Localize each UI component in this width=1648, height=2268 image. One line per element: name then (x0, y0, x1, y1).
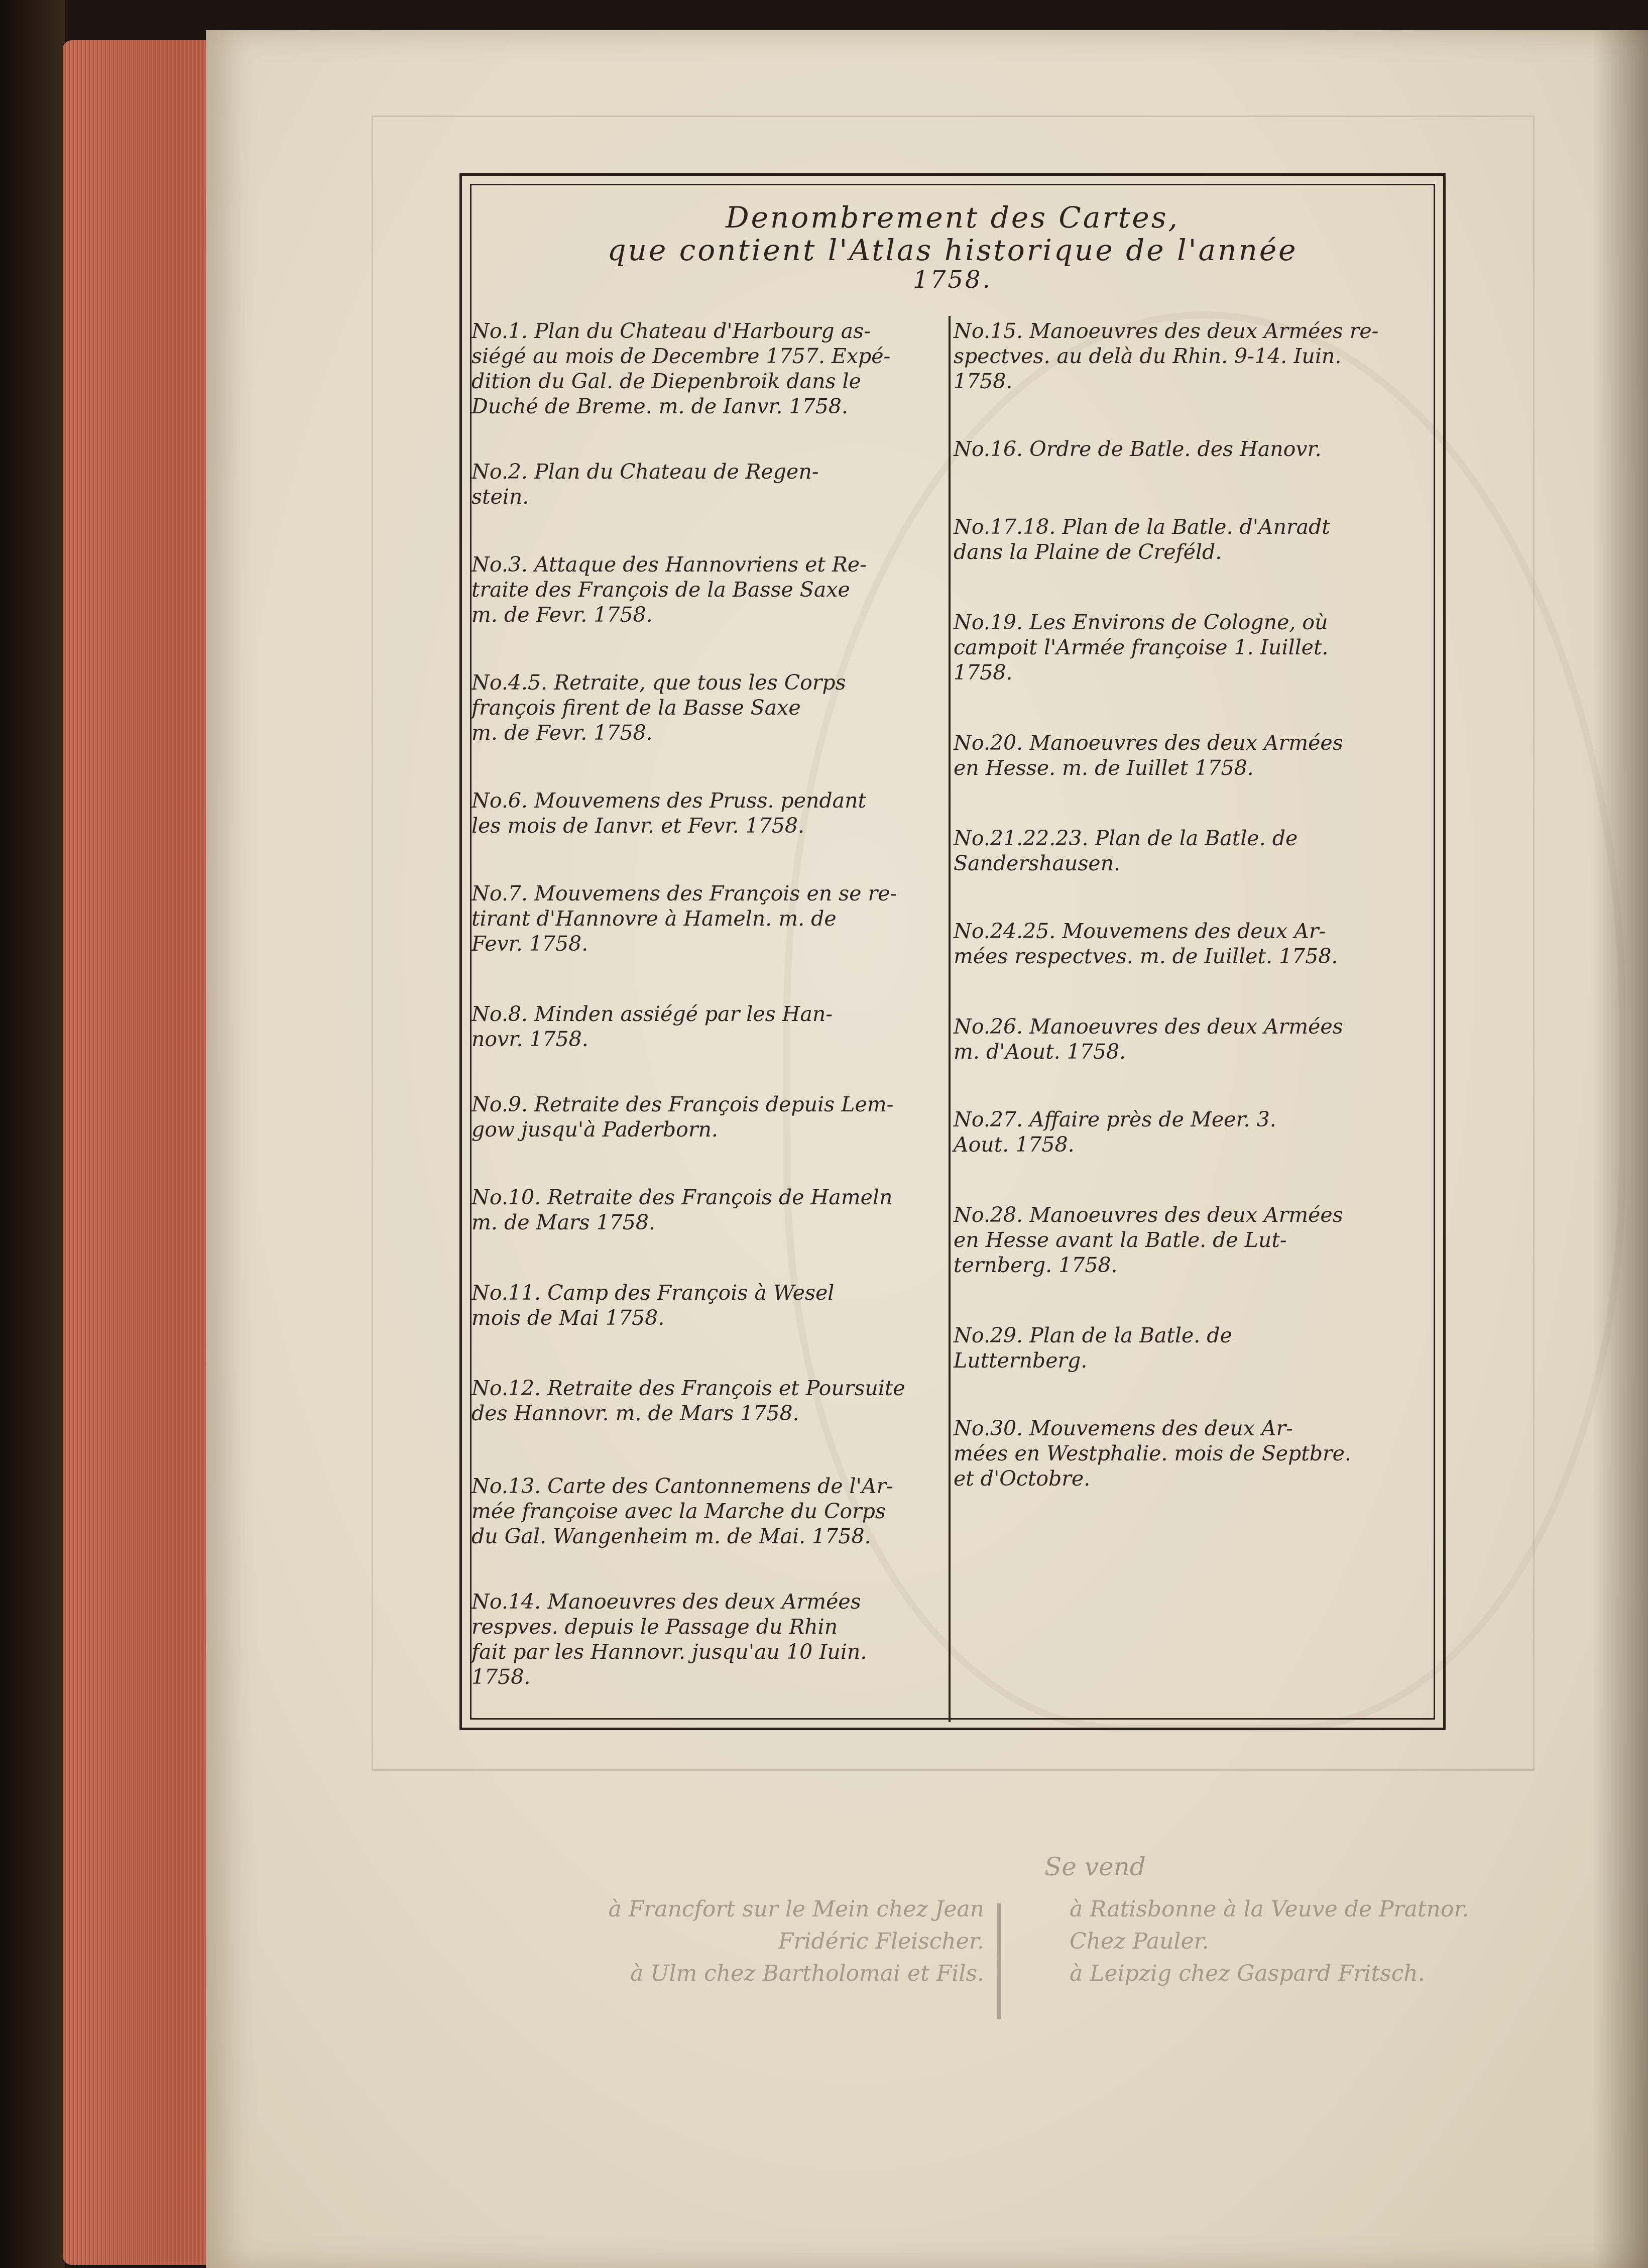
map-entry-17-18: No.17.18. Plan de la Batle. d'Anradt dans la Plaine de Creféld. (954, 515, 1330, 564)
map-entry-3: No.3. Attaque des Hannovriens et Re- traite des François de la Basse Saxe m. de Fevr. 1758. (472, 552, 867, 627)
map-entry-11: No.11. Camp des François à Wesel mois de Mai 1758. (472, 1281, 835, 1330)
imprint-right: à Ratisbonne à la Veuve de Pratnor. Chez Pauler. à Leipzig chez Gaspard Fritsch. (1070, 1896, 1469, 1986)
map-entry-13: No.13. Carte des Cantonnemens de l'Ar- mée françoise avec la Marche du Corps du Gal. Wangenheim m. de Mai. 1758. (472, 1474, 893, 1548)
gutter-shadow (1593, 30, 1648, 2268)
contents-frame (459, 173, 1446, 1730)
map-entry-26: No.26. Manoeuvres des deux Armées m. d'Aout. 1758. (954, 1014, 1343, 1064)
map-entry-9: No.9. Retraite des François depuis Lem- gow jusqu'à Paderborn. (472, 1092, 894, 1142)
map-entry-6: No.6. Mouvemens des Pruss. pendant les mois de Ianvr. et Fevr. 1758. (472, 788, 866, 838)
map-entry-12: No.12. Retraite des François et Poursuite des Hannovr. m. de Mars 1758. (472, 1376, 905, 1425)
book-spine (0, 0, 65, 2268)
map-entry-15: No.15. Manoeuvres des deux Armées re- spectves. au delà du Rhin. 9-14. Iuin. 1758. (954, 319, 1379, 393)
imprint-bracket (997, 1903, 1001, 2019)
map-entry-4-5: No.4.5. Retraite, que tous les Corps françois firent de la Basse Saxe m. de Fevr. 1758. (472, 670, 846, 745)
title-year: 1758. (913, 266, 992, 294)
title-line-2: que contient l'Atlas historique de l'année (607, 233, 1298, 267)
map-entry-24-25: No.24.25. Mouvemens des deux Ar- mées respectves. m. de Iuillet. 1758. (954, 919, 1338, 968)
map-entry-8: No.8. Minden assiégé par les Han- novr. 1758. (472, 1002, 833, 1051)
map-entry-27: No.27. Affaire près de Meer. 3. Aout. 1758. (954, 1107, 1276, 1157)
contents-frame-inner (470, 184, 1435, 1720)
page-edges (63, 40, 213, 2265)
column-divider (949, 316, 951, 1722)
imprint-left: à Francfort sur le Mein chez Jean Fridéric Fleischer. à Ulm chez Bartholomai et Fils. (608, 1896, 984, 1986)
map-entry-20: No.20. Manoeuvres des deux Armées en Hesse. m. de Iuillet 1758. (954, 731, 1343, 780)
map-entry-29: No.29. Plan de la Batle. de Lutternberg. (954, 1323, 1232, 1373)
map-entry-16: No.16. Ordre de Batle. des Hanovr. (954, 437, 1322, 461)
map-entry-7: No.7. Mouvemens des François en se re- tirant d'Hannovre à Hameln. m. de Fevr. 1758. (472, 881, 897, 956)
map-entry-14: No.14. Manoeuvres des deux Armées respves. depuis le Passage du Rhin fait par les Hannovr. jusqu'au 10 Iuin. 1758. (472, 1590, 867, 1689)
map-entry-10: No.10. Retraite des François de Hameln m. de Mars 1758. (472, 1185, 893, 1234)
imprint-heading: Se vend (1044, 1852, 1146, 1881)
map-entry-1: No.1. Plan du Chateau d'Harbourg as- siégé au mois de Decembre 1757. Expé- dition du Gal. de Diepenbroik dans le Duché de Breme. m. de Ianvr. 1758. (472, 319, 891, 418)
map-entry-2: No.2. Plan du Chateau de Regen- stein. (472, 460, 819, 509)
map-entry-19: No.19. Les Environs de Cologne, où campoit l'Armée françoise 1. Iuillet. 1758. (954, 610, 1329, 685)
map-entry-28: No.28. Manoeuvres des deux Armées en Hesse avant la Batle. de Lut- ternberg. 1758. (954, 1203, 1343, 1277)
map-entry-30: No.30. Mouvemens des deux Ar- mées en Westphalie. mois de Septbre. et d'Octobre. (954, 1416, 1351, 1491)
map-entry-21-23: No.21.22.23. Plan de la Batle. de Sandershausen. (954, 826, 1298, 875)
title-line-1: Denombrement des Cartes, (726, 200, 1180, 235)
